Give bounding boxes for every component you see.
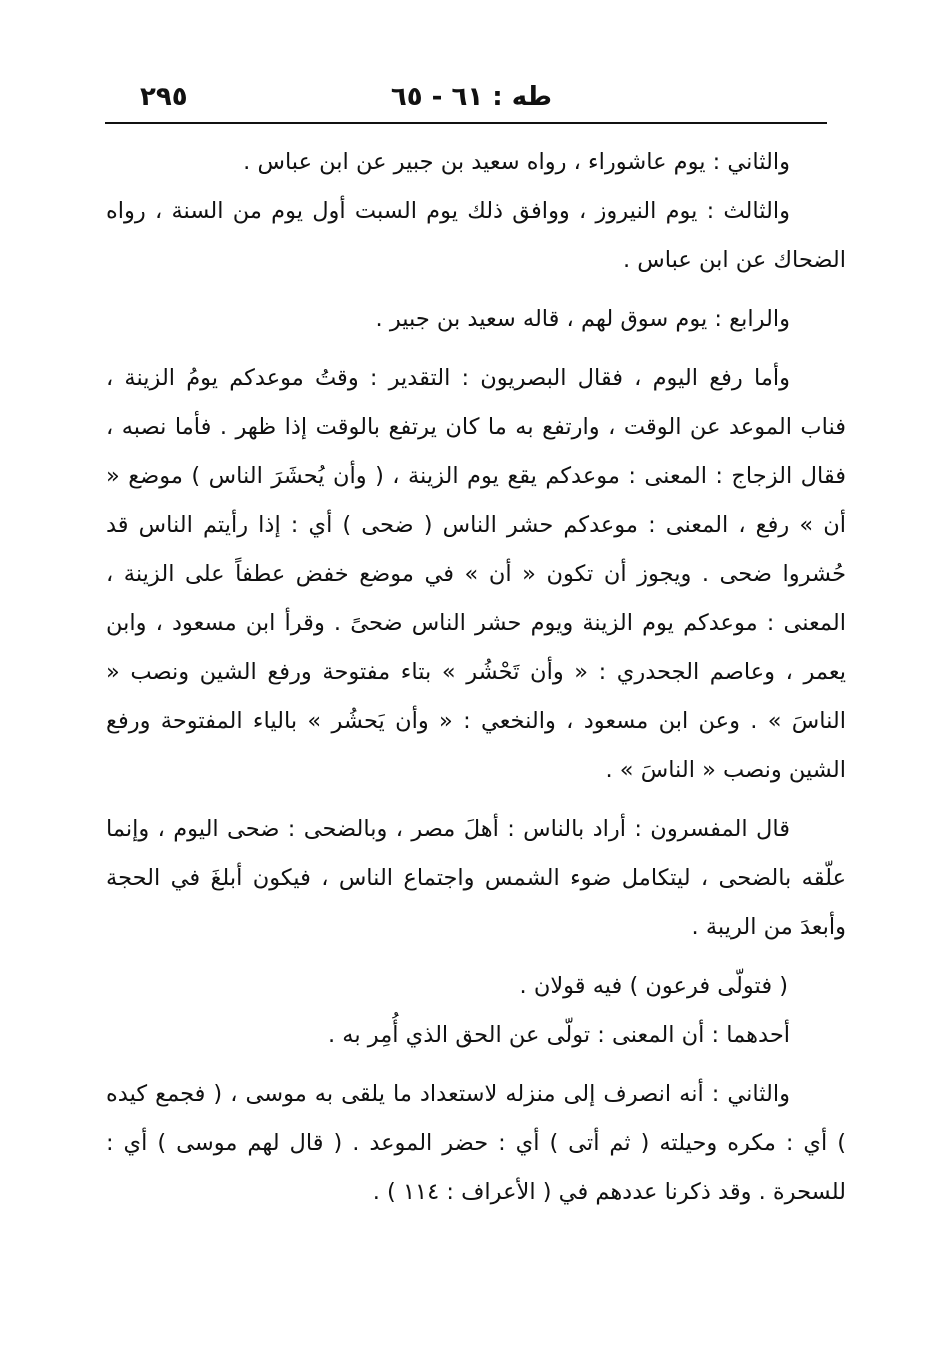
paragraph-commentators: قال المفسرون : أراد بالناس : أهلَ مصر ، وبالضحى : ضحى اليوم ، وإنما علّقه بالضحى ، ليتكامل ضوء الشمس واجتماع الناس ، فيكون أبلغَ في الحجة وأبعدَ من الريبة . <box>106 816 846 940</box>
paragraph-pharaoh: ( فتولّى فرعون ) فيه قولان . <box>519 973 788 999</box>
paragraph-second-opinion: والثاني : يوم عاشوراء ، رواه سعيد بن جبير عن ابن عباس . <box>243 149 790 175</box>
header-rule <box>105 122 827 124</box>
paragraph-second-view: والثاني : أنه انصرف إلى منزله لاستعداد ما يلقى به موسى ، ( فجمع كيده ) أي : مكره وحيلته ( ثم أتى ) أي : حضر الموعد . ( قال لهم موسى ) أي : للسحرة . وقد ذكرنا عددهم في ( الأعراف : ١١٤ ) . <box>106 1081 846 1205</box>
paragraph-fourth-opinion: والرابع : يوم سوق لهم ، قاله سعيد بن جبير . <box>375 306 790 332</box>
paragraph-third-opinion: والثالث : يوم النيروز ، ووافق ذلك يوم السبت أول يوم من السنة ، رواه الضحاك عن ابن عباس . <box>106 198 846 273</box>
paragraph-grammar: وأما رفع اليوم ، فقال البصريون : التقدير : وقتُ موعدكم يومُ الزينة ، فناب الموعد عن الوقت ، وارتفع به ما كان يرتفع بالوقت إذا ظهر . فأما نصبه ، فقال الزجاج : المعنى : موعدكم يقع يوم الزينة ، ( وأن يُحشَرَ الناس ) موضع « أن » رفع ، المعنى : موعدكم حشر الناس ( ضحى ) أي : إذا رأيتم الناس قد حُشروا ضحى . ويجوز أن تكون « أن » في موضع خفض عطفاً على الزينة ، المعنى : موعدكم يوم الزينة ويوم حشر الناس ضحىً . وقرأ ابن مسعود ، وابن يعمر ، وعاصم الجحدري : « وأن تَحْشُر » بتاء مفتوحة ورفع الشين ونصب « الناسَ » . وعن ابن مسعود ، والنخعي : « وأن يَحشُر » بالياء المفتوحة ورفع الشين ونصب « الناسَ » . <box>106 365 846 783</box>
chapter-reference: طه : ٦١ - ٦٥ <box>390 82 552 112</box>
paragraph-first-view: أحدهما : أن المعنى : تولّى عن الحق الذي أُمِر به . <box>328 1022 790 1048</box>
running-header <box>0 78 937 118</box>
body-text <box>106 138 846 1217</box>
page-number: ٢٩٥ <box>140 82 188 112</box>
